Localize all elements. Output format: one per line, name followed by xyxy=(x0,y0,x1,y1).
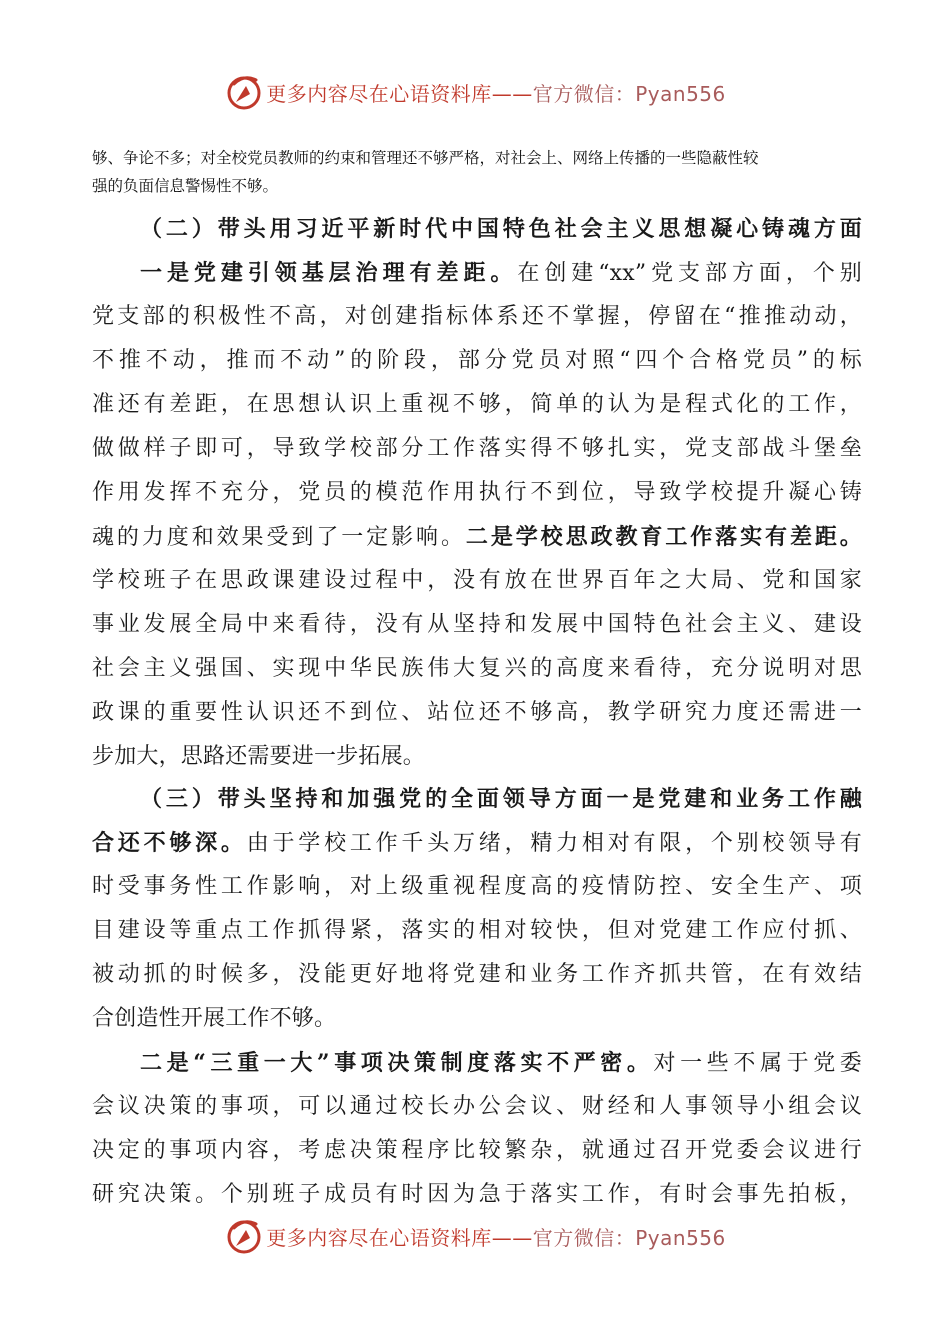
section3-line: 合还不够深。由于学校工作千头万绪，精力相对有限，个别校领导有 xyxy=(92,830,862,856)
section2-line: 事业发展全局中来看待，没有从坚持和发展中国特色社会主义、建设 xyxy=(92,612,862,637)
intro-line: 够、争论不多；对全校党员教师的约束和管理还不够严格，对社会上、网络上传播的一些隐蔽性较 xyxy=(92,149,759,167)
section2-line: 作用发挥不充分，党员的模范作用执行不到位，导致学校提升凝心铸 xyxy=(92,480,862,505)
section2-line: 做做样子即可，导致学校部分工作落实得不够扎实，党支部战斗堡垒 xyxy=(92,436,862,461)
section2-line: 准还有差距，在思想认识上重视不够，简单的认为是程式化的工作， xyxy=(92,392,862,417)
section2-line: 魂的力度和效果受到了一定影响。二是学校思政教育工作落实有差距。 xyxy=(92,524,862,550)
section3-line: 目建设等重点工作抓得紧，落实的相对较快，但对党建工作应付抓、 xyxy=(92,918,862,943)
section4-line: 会议决策的事项，可以通过校长办公会议、财经和人事领导小组会议 xyxy=(92,1094,862,1119)
section2-line: 步加大，思路还需要进一步拓展。 xyxy=(92,744,426,769)
logo-icon xyxy=(224,72,264,112)
section2-line: 不推不动，推而不动”的阶段，部分党员对照“四个合格党员”的标 xyxy=(92,348,862,373)
section2-line: 政课的重要性认识还不到位、站位还不够高，教学研究力度还需进一 xyxy=(92,700,862,725)
section4-line: 研究决策。个别班子成员有时因为急于落实工作，有时会事先拍板， xyxy=(92,1182,862,1207)
footer-banner xyxy=(0,1214,950,1258)
section3-line: 时受事务性工作影响，对上级重视程度高的疫情防控、安全生产、项 xyxy=(92,874,862,899)
section3-line: 合创造性开展工作不够。 xyxy=(92,1006,337,1031)
intro-paragraph xyxy=(92,144,862,200)
section2-heading: （二）带头用习近平新时代中国特色社会主义思想凝心铸魂方面 xyxy=(140,216,862,242)
section3-line: 被动抓的时候多，没能更好地将党建和业务工作齐抓共管，在有效结 xyxy=(92,962,862,987)
header-banner xyxy=(0,70,950,114)
footer-banner-text: 更多内容尽在心语资料库——官方微信：Pyan556 xyxy=(266,1225,726,1250)
section2-line: 学校班子在思政课建设过程中，没有放在世界百年之大局、党和国家 xyxy=(92,568,862,593)
section2-line: 一是党建引领基层治理有差距。在创建“xx”党支部方面，个别 xyxy=(140,260,862,286)
header-banner-text: 更多内容尽在心语资料库——官方微信：Pyan556 xyxy=(266,81,726,106)
logo-icon xyxy=(224,1216,264,1256)
section4-line: 二是“三重一大”事项决策制度落实不严密。对一些不属于党委 xyxy=(140,1050,863,1076)
section4-line: 决定的事项内容，考虑决策程序比较繁杂，就通过召开党委会议进行 xyxy=(92,1138,862,1163)
intro-line: 强的负面信息警惕性不够。 xyxy=(92,177,279,195)
section2-line: 党支部的积极性不高，对创建指标体系还不掌握，停留在“推推动动， xyxy=(92,304,862,329)
section2-line: 社会主义强国、实现中华民族伟大复兴的高度来看待，充分说明对思 xyxy=(92,656,862,681)
section3-heading: （三）带头坚持和加强党的全面领导方面一是党建和业务工作融 xyxy=(140,786,862,812)
